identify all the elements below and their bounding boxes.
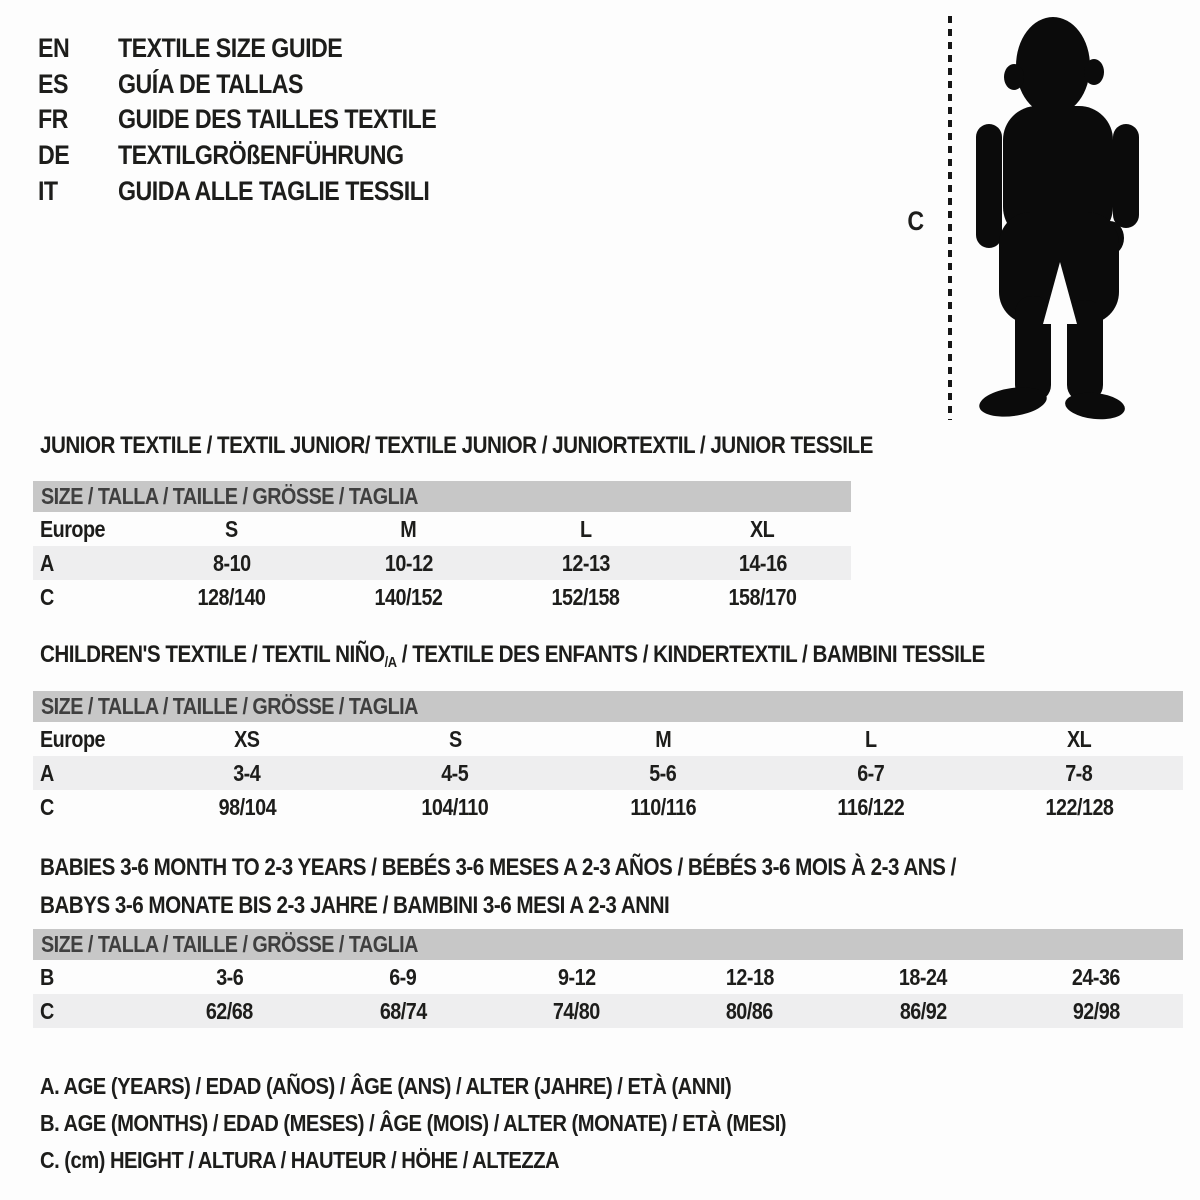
height-cell: 104/110 xyxy=(421,793,489,820)
children-section-title xyxy=(40,641,985,669)
row-label: C xyxy=(40,583,54,610)
table-row-height xyxy=(33,790,1183,824)
age-cell: 6-9 xyxy=(389,963,417,990)
guide-title-it: GUIDA ALLE TAGLIE TESSILI xyxy=(118,175,430,206)
language-row-fr xyxy=(38,102,488,138)
table-row-age-months xyxy=(33,960,1183,994)
guide-title-fr: GUIDE DES TAILLES TEXTILE xyxy=(118,104,437,135)
age-cell: 10-12 xyxy=(384,549,433,576)
legend-line-c: C. (cm) HEIGHT / ALTURA / HAUTEUR / HÖHE / ALTEZZA xyxy=(40,1147,560,1173)
age-cell: 14-16 xyxy=(738,549,787,576)
row-label: A xyxy=(40,549,54,576)
height-cell: 122/128 xyxy=(1045,793,1113,820)
guide-title-es: GUÍA DE TALLAS xyxy=(118,68,303,99)
age-cell: 7-8 xyxy=(1065,759,1093,786)
guide-title-de: TEXTILGRÖßENFÜHRUNG xyxy=(118,140,404,171)
age-cell: 6-7 xyxy=(857,759,885,786)
toddler-silhouette-icon xyxy=(973,14,1143,420)
table-row-sizes xyxy=(33,722,1183,756)
language-row-en xyxy=(38,31,488,67)
age-cell: 8-10 xyxy=(212,549,251,576)
height-cell: 98/104 xyxy=(218,793,276,820)
row-label: Europe xyxy=(40,725,106,752)
children-title-suffix: / TEXTILE DES ENFANTS / KINDERTEXTIL / BAMBINI TESSILE xyxy=(396,641,985,668)
babies-title-line1: BABIES 3-6 MONTH TO 2-3 YEARS / BEBÉS 3-6 MESES A 2-3 AÑOS / BÉBÉS 3-6 MOIS À 2-3 ANS / xyxy=(40,854,956,881)
size-cell: S xyxy=(448,725,462,752)
height-measure-dashed-line xyxy=(948,16,952,420)
language-code: EN xyxy=(38,33,70,64)
language-code: IT xyxy=(38,175,58,206)
row-label: C xyxy=(40,997,54,1024)
language-code: DE xyxy=(38,140,70,171)
height-cell: 62/68 xyxy=(206,997,254,1024)
size-cell: XL xyxy=(750,515,775,542)
height-cell: 128/140 xyxy=(197,583,266,610)
language-row-es xyxy=(38,67,488,103)
junior-section-title: JUNIOR TEXTILE / TEXTIL JUNIOR/ TEXTILE JUNIOR / JUNIORTEXTIL / JUNIOR TESSILE xyxy=(40,432,873,459)
children-size-table xyxy=(33,691,1183,824)
language-row-it xyxy=(38,173,488,209)
height-cell: 86/92 xyxy=(899,997,947,1024)
size-cell: S xyxy=(225,515,238,542)
size-cell: M xyxy=(400,515,417,542)
size-header-label: SIZE / TALLA / TAILLE / GRÖSSE / TAGLIA xyxy=(41,931,418,957)
height-cell: 158/170 xyxy=(728,583,797,610)
height-cell: 140/152 xyxy=(374,583,443,610)
row-label: Europe xyxy=(40,515,106,542)
babies-size-table xyxy=(33,929,1183,1028)
age-cell: 3-6 xyxy=(216,963,244,990)
size-header-bar xyxy=(33,691,1183,722)
table-row-age xyxy=(33,546,851,580)
size-header-label: SIZE / TALLA / TAILLE / GRÖSSE / TAGLIA xyxy=(41,483,418,509)
children-title-prefix: CHILDREN'S TEXTILE / TEXTIL NIÑO xyxy=(40,641,385,668)
size-cell: XS xyxy=(234,725,260,752)
height-cell: 92/98 xyxy=(1072,997,1120,1024)
size-header-label: SIZE / TALLA / TAILLE / GRÖSSE / TAGLIA xyxy=(41,693,418,719)
age-cell: 12-18 xyxy=(725,963,774,990)
height-cell: 68/74 xyxy=(379,997,427,1024)
legend-line-a: A. AGE (YEARS) / EDAD (AÑOS) / ÂGE (ANS) / ALTER (JAHRE) / ETÀ (ANNI) xyxy=(40,1073,732,1099)
guide-title-en: TEXTILE SIZE GUIDE xyxy=(118,33,343,64)
legend-line-b: B. AGE (MONTHS) / EDAD (MESES) / ÂGE (MOIS) / ALTER (MONATE) / ETÀ (MESI) xyxy=(40,1110,787,1136)
size-header-bar xyxy=(33,929,1183,960)
height-cell: 80/86 xyxy=(726,997,774,1024)
row-label: C xyxy=(40,793,54,820)
size-header-bar xyxy=(33,481,851,512)
size-cell: XL xyxy=(1066,725,1092,752)
height-cell: 74/80 xyxy=(552,997,600,1024)
height-measure-label: C xyxy=(907,206,924,236)
size-cell: L xyxy=(579,515,592,542)
babies-section-title xyxy=(40,849,1105,925)
age-cell: 4-5 xyxy=(441,759,469,786)
height-cell: 116/122 xyxy=(837,793,905,820)
language-row-de xyxy=(38,138,488,174)
height-cell: 152/158 xyxy=(551,583,620,610)
children-title-sub: /A xyxy=(384,654,397,671)
measure-legend xyxy=(40,1068,907,1179)
language-title-list xyxy=(38,31,488,209)
row-label: A xyxy=(40,759,54,786)
age-cell: 9-12 xyxy=(557,963,596,990)
height-cell: 110/116 xyxy=(630,793,696,820)
age-cell: 18-24 xyxy=(898,963,947,990)
age-cell: 5-6 xyxy=(649,759,677,786)
language-code: ES xyxy=(38,68,68,99)
table-row-sizes xyxy=(33,512,851,546)
row-label: B xyxy=(40,963,54,990)
size-cell: L xyxy=(865,725,877,752)
table-row-age xyxy=(33,756,1183,790)
babies-title-line2: BABYS 3-6 MONATE BIS 2-3 JAHRE / BAMBINI 3-6 MESI A 2-3 ANNI xyxy=(40,892,670,919)
table-row-height xyxy=(33,580,851,614)
language-code: FR xyxy=(38,104,68,135)
age-cell: 3-4 xyxy=(233,759,261,786)
age-cell: 12-13 xyxy=(561,549,610,576)
junior-size-table xyxy=(33,481,851,614)
age-cell: 24-36 xyxy=(1072,963,1121,990)
size-cell: M xyxy=(655,725,671,752)
table-row-height xyxy=(33,994,1183,1028)
